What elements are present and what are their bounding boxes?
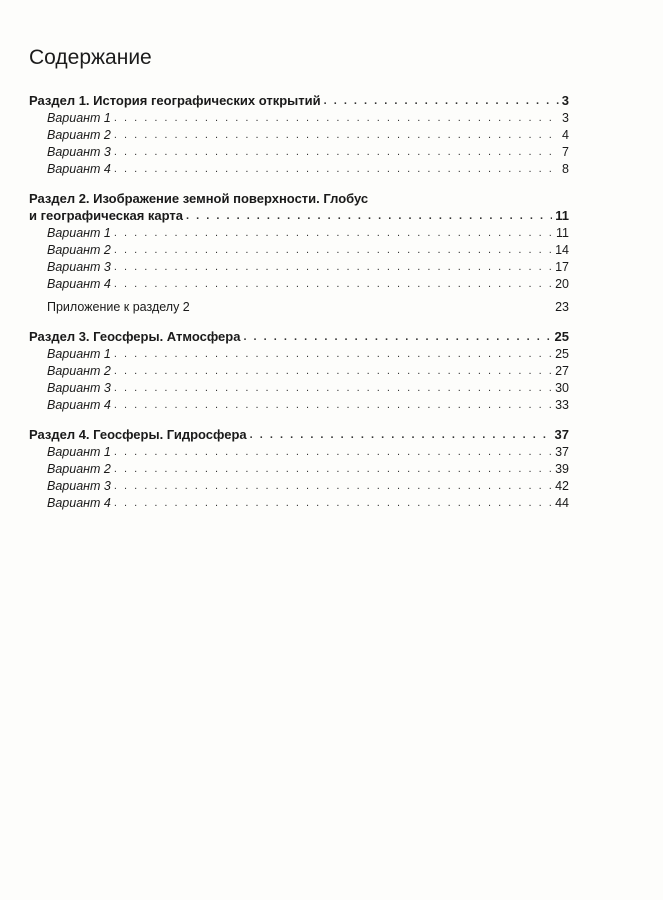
toc-entry-label: Вариант 4	[47, 398, 111, 412]
toc-page-number: 39	[555, 462, 569, 476]
toc-appendix-entry	[29, 299, 569, 316]
toc-page-number: 17	[555, 260, 569, 274]
toc-section-2	[29, 190, 569, 316]
toc-entry	[29, 495, 569, 512]
dot-leader	[324, 92, 559, 110]
toc-heading	[29, 426, 569, 444]
toc-page-number: 3	[561, 93, 569, 108]
dot-leader	[114, 276, 552, 293]
toc-entry	[29, 461, 569, 478]
dot-leader	[250, 426, 552, 444]
toc-entry-label: Вариант 3	[47, 381, 111, 395]
toc-heading-label: Раздел 1. История географических открытий	[29, 93, 321, 108]
table-of-contents	[29, 92, 569, 524]
toc-entry	[29, 380, 569, 397]
toc-page-number: 30	[555, 381, 569, 395]
toc-entry	[29, 242, 569, 259]
dot-leader	[114, 380, 552, 397]
toc-heading	[29, 328, 569, 346]
toc-page-number: 37	[554, 427, 569, 442]
toc-heading-line1: Раздел 2. Изображение земной поверхности. Глобус	[29, 191, 369, 206]
toc-entry	[29, 346, 569, 363]
toc-entry	[29, 259, 569, 276]
toc-appendix-label: Приложение к разделу 2	[47, 300, 190, 314]
toc-page-number: 23	[555, 300, 569, 314]
toc-entry-label: Вариант 4	[47, 496, 111, 510]
dot-leader	[114, 444, 552, 461]
dot-leader	[114, 144, 557, 161]
toc-entry-label: Вариант 3	[47, 260, 111, 274]
toc-entry-label: Вариант 1	[47, 111, 111, 125]
toc-heading-label: Раздел 3. Геосферы. Атмосфера	[29, 329, 241, 344]
dot-leader	[114, 461, 552, 478]
dot-leader	[114, 397, 552, 414]
toc-section-3	[29, 328, 569, 414]
toc-page-number: 27	[555, 364, 569, 378]
toc-entry	[29, 161, 569, 178]
toc-entry-label: Вариант 1	[47, 347, 111, 361]
dot-leader	[114, 495, 552, 512]
toc-page-number: 25	[554, 329, 569, 344]
toc-entry	[29, 144, 569, 161]
dot-leader	[114, 225, 553, 242]
toc-entry-label: Вариант 2	[47, 128, 111, 142]
page-title: Содержание	[29, 46, 152, 69]
dot-leader	[114, 478, 552, 495]
toc-page-number: 4	[562, 128, 569, 142]
dot-leader	[114, 110, 557, 127]
toc-entry-label: Вариант 1	[47, 445, 111, 459]
toc-page-number: 7	[562, 145, 569, 159]
toc-page-number: 25	[555, 347, 569, 361]
dot-leader	[114, 127, 557, 144]
toc-entry-label: Вариант 3	[47, 479, 111, 493]
toc-page-number: 37	[555, 445, 569, 459]
dot-leader	[114, 346, 552, 363]
dot-leader	[243, 328, 551, 346]
toc-entry	[29, 110, 569, 127]
toc-entry	[29, 478, 569, 495]
toc-entry	[29, 127, 569, 144]
toc-entry	[29, 225, 569, 242]
toc-entry-label: Вариант 4	[47, 277, 111, 291]
toc-entry	[29, 444, 569, 461]
dot-leader	[114, 363, 552, 380]
toc-page-number: 42	[555, 479, 569, 493]
toc-page-number: 33	[555, 398, 569, 412]
toc-entry-label: Вариант 2	[47, 364, 111, 378]
toc-entry-label: Вариант 3	[47, 145, 111, 159]
toc-page-number: 20	[555, 277, 569, 291]
toc-heading	[29, 92, 569, 110]
toc-entry-label: Вариант 2	[47, 243, 111, 257]
toc-entry-label: Вариант 4	[47, 162, 111, 176]
toc-heading	[29, 207, 569, 225]
toc-page-number: 11	[555, 208, 569, 223]
dot-leader	[114, 242, 552, 259]
toc-page-number: 8	[562, 162, 569, 176]
dot-leader	[186, 207, 552, 225]
toc-page-number: 14	[555, 243, 569, 257]
toc-heading-label: и географическая карта	[29, 208, 184, 223]
toc-entry	[29, 276, 569, 293]
dot-leader	[114, 259, 552, 276]
toc-page-number: 44	[555, 496, 569, 510]
toc-entry	[29, 363, 569, 380]
toc-entry	[29, 397, 569, 414]
toc-entry-label: Вариант 1	[47, 226, 111, 240]
toc-section-1	[29, 92, 569, 178]
toc-page-number: 3	[562, 111, 569, 125]
toc-section-4	[29, 426, 569, 512]
toc-page-number: 11	[556, 226, 569, 240]
toc-heading-label: Раздел 4. Геосферы. Гидросфера	[29, 427, 247, 442]
dot-leader	[114, 161, 557, 178]
toc-entry-label: Вариант 2	[47, 462, 111, 476]
